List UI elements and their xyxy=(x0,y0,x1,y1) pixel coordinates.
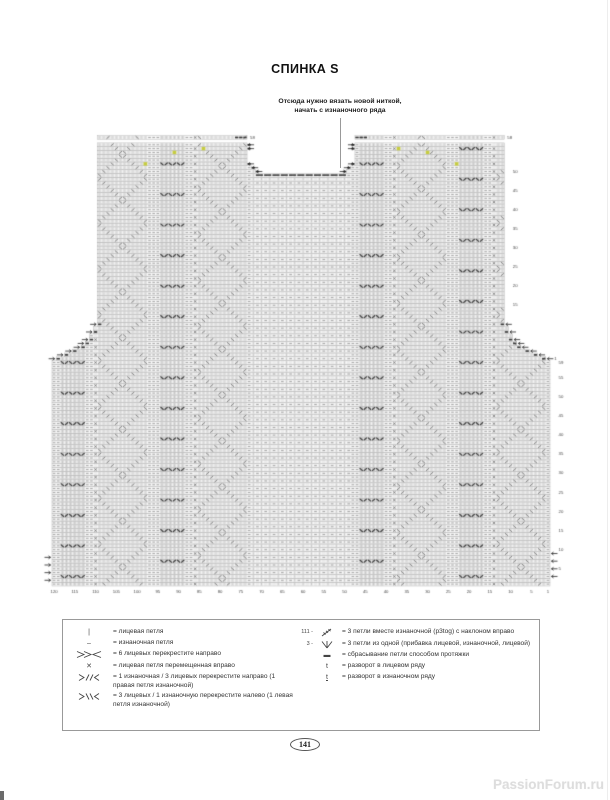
legend-item-cable-right xyxy=(68,673,296,690)
knitting-chart xyxy=(36,120,586,600)
symbol-prefix: 3 - xyxy=(306,640,313,647)
legend-item-purl xyxy=(68,639,296,648)
scan-artifact xyxy=(0,791,4,800)
legend-text: = 6 лицевых перекрестите направо xyxy=(113,650,221,658)
bindoff-icon: ▬ xyxy=(323,652,331,660)
legend-item-turn-ws xyxy=(296,673,534,682)
turn-ws-icon: t xyxy=(326,674,328,682)
legend-text: = 3 лицевых / 1 изнаночную перекрестите налево (1 левая петля изнаночной) xyxy=(113,692,293,708)
legend-item-cable-left xyxy=(68,692,296,709)
legend-text: = сбрасывание петли способом протяжки xyxy=(342,651,470,659)
symbol-prefix: 111 - xyxy=(301,629,313,635)
legend-text: = 3 петли вместе изнаночной (p3tog) с наклоном вправо xyxy=(342,628,515,635)
legend-item-turn-rs xyxy=(296,662,534,671)
legend-text: = 1 изнаночная / 3 лицевых перекрестите направо (1 правая петля изнаночной) xyxy=(113,673,276,689)
purl-stitch-icon: – xyxy=(87,640,91,648)
watermark: PassionForum.ru xyxy=(492,777,604,792)
turn-rs-icon: t xyxy=(326,663,328,671)
legend-item-inc3 xyxy=(296,640,534,649)
legend-box xyxy=(62,619,540,731)
legend-text: = изнаночная петля xyxy=(113,639,174,647)
chart-annotation xyxy=(250,98,430,116)
legend-item-knit xyxy=(68,628,296,637)
p3tog-icon xyxy=(315,628,339,637)
slip-right-icon: ✕ xyxy=(86,662,92,670)
annotation-line-2: начать с изнаночного ряда xyxy=(294,106,386,114)
inc3-icon xyxy=(315,640,339,649)
scan-edge-line xyxy=(607,0,608,800)
legend-left-column xyxy=(68,628,296,724)
legend-item-p3tog xyxy=(296,628,534,637)
legend-item-cable6 xyxy=(68,650,296,659)
annotation-line-1: Отсюда нужно вязать новой ниткой, xyxy=(278,98,402,105)
legend-item-bindoff xyxy=(296,651,534,660)
legend-text: = лицевая петля xyxy=(113,628,164,635)
legend-text: = разворот в изнаночном ряду xyxy=(342,673,436,681)
page-number: 141 xyxy=(290,738,320,751)
knit-stitch-icon: | xyxy=(88,629,90,636)
legend-text: = разворот в лицевом ряду xyxy=(342,662,426,670)
legend-text: = лицевая петля перемещенная вправо xyxy=(113,661,235,669)
legend-right-column xyxy=(296,628,534,724)
page-number-badge xyxy=(0,738,610,751)
cable-right-icon xyxy=(68,673,110,682)
cable-left-icon xyxy=(68,692,110,701)
legend-item-slip-right xyxy=(68,662,296,671)
legend-text: = 3 петли из одной (прибавка лицевой, изнаночной, лицевой) xyxy=(342,639,531,647)
cable6-icon xyxy=(68,650,110,659)
page-title: СПИНКА S xyxy=(271,62,339,76)
